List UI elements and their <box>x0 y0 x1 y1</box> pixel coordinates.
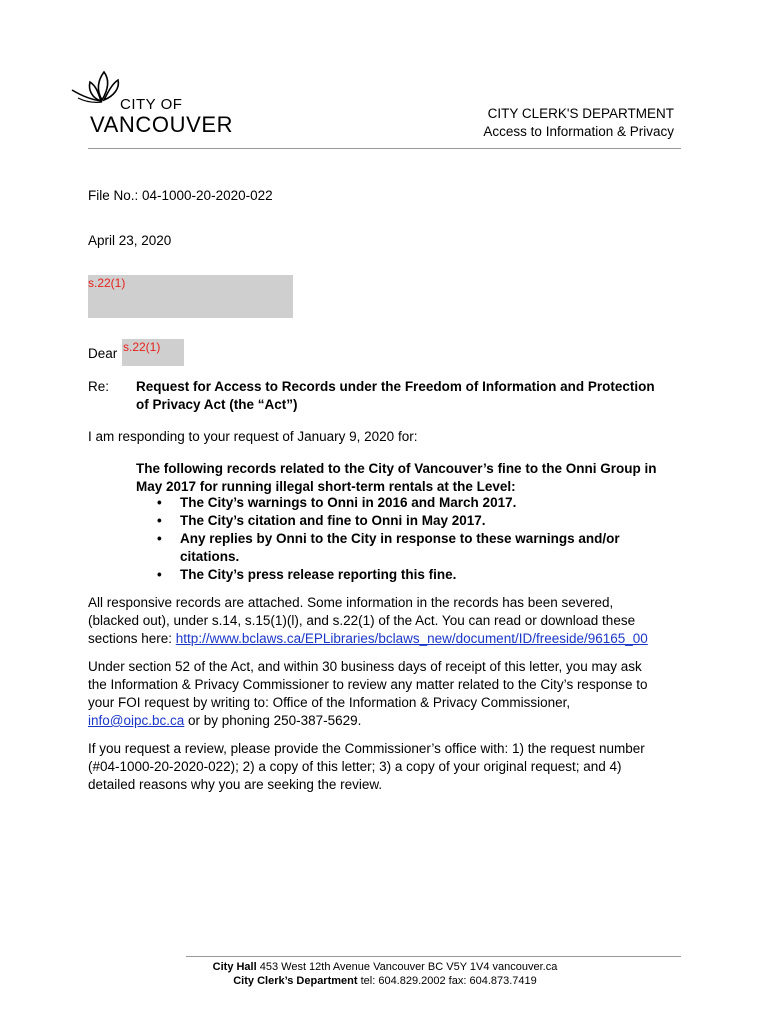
header-divider <box>88 148 681 149</box>
footer-divider <box>186 956 681 957</box>
department-subtitle: Access to Information & Privacy <box>483 124 674 139</box>
para2-line-4: info@oipc.bc.ca or by phoning 250-387-5629. <box>88 713 362 728</box>
footer-line-2: City Clerk’s Department tel: 604.829.2002 fax: 604.873.7419 <box>233 975 537 987</box>
name-redaction <box>122 339 184 366</box>
para1-line-3: sections here: http://www.bclaws.ca/EPLibraries/bclaws_new/document/ID/freeside/96165_00 <box>88 631 648 646</box>
request-line-1: The following records related to the City of Vancouver’s fine to the Onni Group in <box>136 461 657 476</box>
para3-line-3: detailed reasons why you are seeking the review. <box>88 777 383 792</box>
letter-date: April 23, 2020 <box>88 233 172 248</box>
para3-line-1: If you request a review, please provide the Commissioner’s office with: 1) the request number <box>88 741 645 756</box>
oipc-email-link[interactable]: info@oipc.bc.ca <box>88 713 185 728</box>
list-item: • The City’s press release reporting this fine. <box>157 567 457 582</box>
re-label: Re: <box>88 379 110 394</box>
logo-line-1: CITY OF <box>120 96 183 113</box>
bullet-icon: • <box>157 567 162 582</box>
redaction-label: s.22(1) <box>123 340 161 354</box>
para3-line-2: (#04-1000-20-2020-022); 2) a copy of this letter; 3) a copy of your original request; and 4) <box>88 759 622 774</box>
department-title: CITY CLERK'S DEPARTMENT <box>487 106 674 121</box>
re-subject-line-1: Request for Access to Records under the Freedom of Information and Protection <box>136 379 655 394</box>
intro-text: I am responding to your request of January 9, 2020 for: <box>88 429 418 444</box>
footer-line-1: City Hall 453 West 12th Avenue Vancouver BC V5Y 1V4 vancouver.ca <box>212 961 558 973</box>
list-item: • The City’s citation and fine to Onni in May 2017. <box>157 513 486 528</box>
para1-line-2: (blacked out), under s.14, s.15(1)(l), and s.22(1) of the Act. You can read or download these <box>88 613 636 628</box>
city-logo <box>68 68 248 140</box>
bullet-icon: • <box>157 531 162 546</box>
flame-leaf-icon <box>68 68 128 116</box>
bullet-icon: • <box>157 495 162 510</box>
para2-line-2: the Information & Privacy Commissioner to review any matter related to the City’s response to <box>88 677 648 692</box>
address-redaction <box>88 275 293 318</box>
request-list <box>136 494 676 584</box>
list-item: • Any replies by Onni to the City in response to these warnings and/or <box>157 531 620 546</box>
list-item-continuation: citations. <box>180 549 240 564</box>
re-subject-line-2: of Privacy Act (the “Act”) <box>136 397 298 412</box>
salutation: Dear <box>88 346 118 361</box>
bclaws-link[interactable]: http://www.bclaws.ca/EPLibraries/bclaws_new/document/ID/freeside/96165_00 <box>175 631 648 646</box>
logo-line-2: VANCOUVER <box>90 112 234 137</box>
list-item: • The City’s warnings to Onni in 2016 and March 2017. <box>157 495 517 510</box>
request-line-2: May 2017 for running illegal short-term rentals at the Level: <box>136 479 516 494</box>
para2-line-3: your FOI request by writing to: Office of the Information & Privacy Commissioner, <box>88 695 571 710</box>
bullet-icon: • <box>157 513 162 528</box>
redaction-label: s.22(1) <box>88 276 126 290</box>
para1-line-1: All responsive records are attached. Some information in the records has been severed, <box>88 595 614 610</box>
para2-line-1: Under section 52 of the Act, and within 30 business days of receipt of this letter, you may ask <box>88 659 642 674</box>
file-number: File No.: 04-1000-20-2020-022 <box>88 188 273 203</box>
